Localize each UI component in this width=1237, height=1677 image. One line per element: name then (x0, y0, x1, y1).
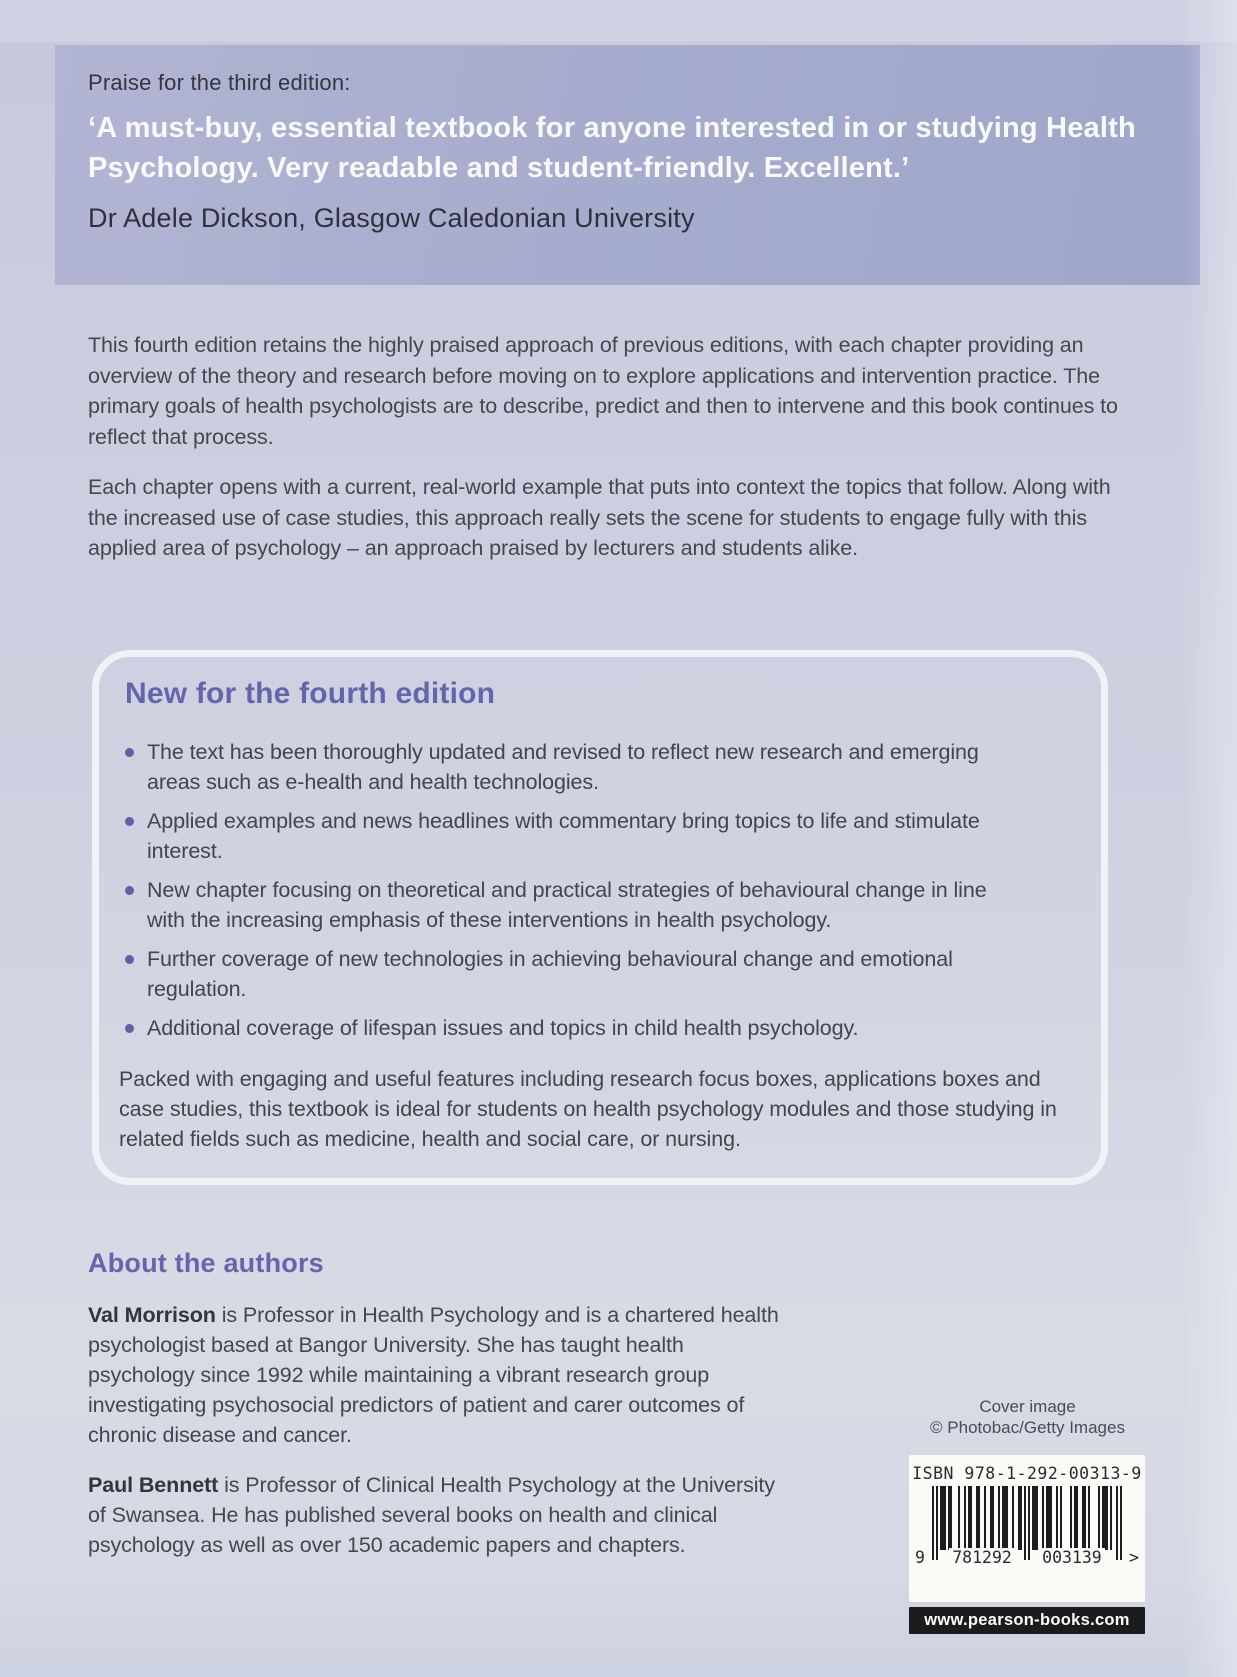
intro-paragraph-1: This fourth edition retains the highly praised approach of previous editions, with each chapter providing an overview of the theory and research before moving on to explore applications and intervention practice. The primary goals of health psychologists are to describe, predict and then to intervene and this book continues to reflect that process. (88, 333, 1118, 449)
bullet-item: Further coverage of new technologies in achieving behavioural change and emotional regulation. (147, 944, 1027, 1004)
intro-paragraph-2: Each chapter opens with a current, real-world example that puts into context the topics that follow. Along with the increased use of case studies, this approach really sets the scene for students to engage fully with this applied area of psychology – an approach praised by lecturers and students alike. (88, 475, 1111, 560)
new-edition-box (92, 650, 1108, 1185)
new-edition-bullet-list (99, 737, 1101, 1043)
about-authors-title: About the authors (88, 1248, 324, 1278)
bullet-item: The text has been thoroughly updated and revised to reflect new research and emerging areas such as e-health and health technologies. (147, 737, 1027, 797)
page-edge-top (0, 0, 1237, 42)
barcode-digits (915, 1548, 1139, 1567)
new-edition-title: New for the fourth edition (125, 677, 496, 710)
credit-line-2: © Photobac/Getty Images (930, 1418, 1125, 1437)
praise-kicker: Praise for the third edition: (88, 70, 351, 95)
barcode-lead-digit: 9 (915, 1548, 925, 1567)
credit-line-1: Cover image (979, 1397, 1076, 1416)
barcode-group-2: 003139 (1039, 1548, 1105, 1567)
cover-image-credit (880, 1396, 1175, 1438)
author-bio-text: is Professor in Health Psychology and is a chartered health psychologist based at Bangor University. She has taught health psychology since 1992 while maintaining a vibrant research group investigating psychosocial predictors of patient and carer outcomes of chronic disease and cancer. (88, 1303, 779, 1447)
bullet-item: Additional coverage of lifespan issues and topics in child health psychology. (147, 1013, 1027, 1043)
barcode-group-1: 781292 (949, 1548, 1015, 1567)
bullet-item: New chapter focusing on theoretical and practical strategies of behavioural change in line with the increasing emphasis of these interventions in health psychology. (147, 875, 1027, 935)
author-name: Paul Bennett (88, 1473, 219, 1497)
isbn-barcode-panel (909, 1455, 1145, 1602)
bullet-item: Applied examples and news headlines with commentary bring topics to life and stimulate interest. (147, 806, 1027, 866)
isbn-number: ISBN 978-1-292-00313-9 (912, 1464, 1142, 1483)
author-bio-paul-bennett (88, 1470, 794, 1560)
praise-quote: ‘A must-buy, essential textbook for anyone interested in or studying Health Psychology. Very readable and student-friendly. Excellent.’ (88, 112, 1136, 184)
author-bio-val-morrison (88, 1300, 794, 1450)
praise-attribution: Dr Adele Dickson, Glasgow Caledonian University (88, 203, 695, 233)
barcode-trailer: > (1129, 1548, 1139, 1567)
new-edition-closing: Packed with engaging and useful features including research focus boxes, applications boxes and case studies, this textbook is ideal for students on health psychology modules and those studying in related fields such as medicine, health and social care, or nursing. (119, 1067, 1057, 1151)
publisher-website-url: www.pearson-books.com (924, 1611, 1130, 1629)
publisher-website-bar (909, 1607, 1145, 1634)
author-bio-text: is Professor of Clinical Health Psychology at the University of Swansea. He has published several books on health and clinical psychology as well as over 150 academic papers and chapters. (88, 1473, 775, 1557)
author-name: Val Morrison (88, 1303, 216, 1327)
